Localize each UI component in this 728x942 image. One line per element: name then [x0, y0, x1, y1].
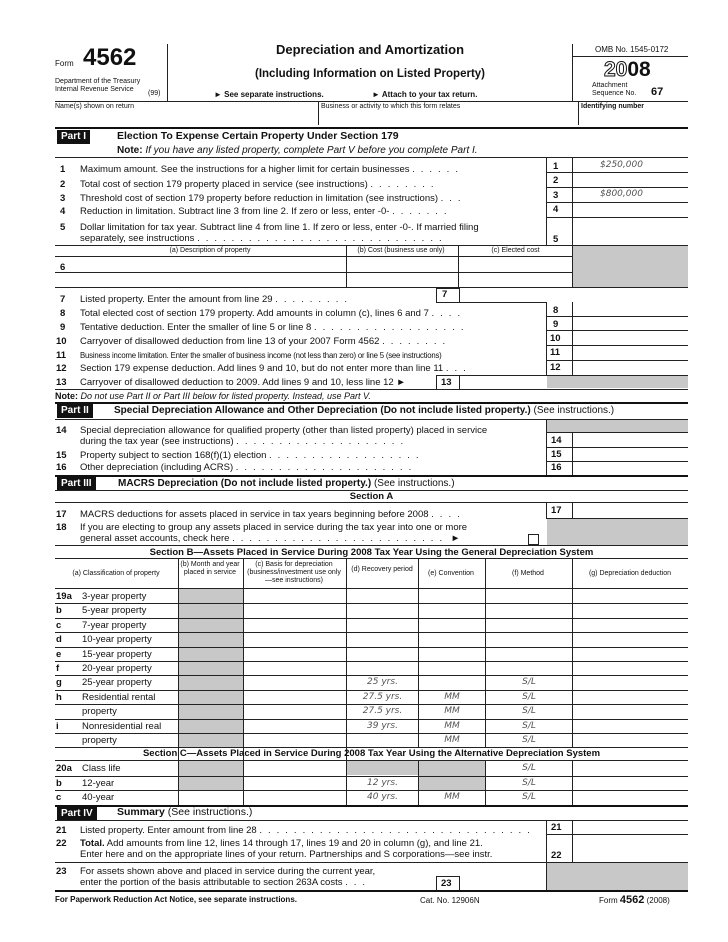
part1-note: Note: If you have any listed property, complete Part V before you complete Part I. [117, 145, 478, 156]
row-convention: MM [444, 735, 460, 745]
row-classification: Class life [82, 763, 121, 774]
line21-text: Listed property. Enter amount from line 28 ................................ [80, 825, 536, 836]
line-number: 4 [60, 206, 66, 217]
code-99: (99) [148, 90, 161, 97]
line2-box: 2 [553, 175, 559, 186]
row-basis-field[interactable] [245, 590, 344, 602]
row-number: i [56, 720, 59, 732]
line14-field[interactable] [574, 434, 686, 446]
line5-text-a: Dollar limitation for tax year. Subtract line 4 from line 1. If zero or less, enter -0-. If married filing [80, 222, 479, 233]
row-basis-field[interactable] [245, 762, 344, 775]
arrow-right-icon: ► [450, 533, 461, 544]
part3-label: Part III [57, 477, 96, 491]
row-number: e [56, 648, 62, 660]
line18-text-b: general asset accounts, check here ......................... ► [80, 533, 461, 544]
row-basis-field[interactable] [245, 676, 344, 688]
line-number: 15 [56, 450, 67, 461]
form-title: Depreciation and Amortization [275, 42, 465, 57]
row-recovery-period: 40 yrs. [367, 792, 398, 803]
line-number: 9 [60, 322, 66, 333]
col-a-header: (a) Description of property [169, 247, 251, 254]
line3-value[interactable]: $800,000 [600, 189, 643, 199]
line9-box: 9 [553, 319, 559, 330]
row-number: c [56, 619, 62, 631]
line3-box: 3 [553, 190, 559, 201]
identifying-number-label: Identifying number [581, 103, 644, 110]
line-number: 2 [60, 179, 66, 190]
row-classification: Nonresidential real [82, 720, 162, 732]
line22-text-a: Total. Add amounts from line 12, lines 14 through 17, lines 19 and 20 in column (g), and line 21. [80, 838, 483, 849]
row-classification: 40-year [82, 792, 115, 804]
line-number: 10 [56, 336, 67, 347]
line7-text: Listed property. Enter the amount from line 29 ......... [80, 294, 353, 305]
line15-field[interactable] [574, 448, 686, 460]
row-basis-field[interactable] [245, 791, 344, 804]
line5-text-b: separately, see instructions ............................. [80, 233, 448, 244]
row-basis-field[interactable] [245, 619, 344, 631]
line15-text: Property subject to section 168(f)(1) election .................. [80, 450, 425, 461]
col-convention-header: (e) Convention [428, 570, 474, 577]
line10-box: 10 [550, 333, 561, 344]
line23-text-a: For assets shown above and placed in service during the current year, [80, 866, 376, 877]
line22-text-b: Enter here and on the appropriate lines of your return. Partnerships and S corporations—see instr. [80, 849, 493, 860]
line-number: 18 [56, 522, 67, 533]
row-deduction-field[interactable] [574, 676, 686, 688]
arrow-right-icon: ► [214, 90, 225, 99]
line14-text-b: during the tax year (see instructions) .................... [80, 436, 410, 447]
row-number: h [56, 691, 62, 703]
row-deduction-field[interactable] [574, 633, 686, 645]
line-number: 3 [60, 193, 66, 204]
sequence-label: Sequence No. [592, 90, 637, 97]
row-basis-field[interactable] [245, 604, 344, 616]
line9-text: Tentative deduction. Enter the smaller of line 5 or line 8 .................. [80, 322, 470, 333]
row-method: S/L [522, 691, 536, 702]
row-classification: Residential rental [82, 691, 156, 703]
row-number: b [56, 605, 62, 617]
row-recovery-period: 39 yrs. [367, 720, 398, 731]
row-basis-field[interactable] [245, 648, 344, 660]
row-classification: 20-year property [82, 663, 152, 674]
row-deduction-field[interactable] [574, 590, 686, 602]
line15-box: 15 [551, 449, 562, 460]
row-deduction-field[interactable] [574, 734, 686, 746]
row-convention: MM [444, 792, 460, 803]
section-a-heading: Section A [349, 491, 394, 502]
line23-field[interactable] [460, 877, 544, 889]
business-label: Business or activity to which this form relates [321, 103, 461, 110]
row-recovery-period: 27.5 yrs. [362, 706, 403, 717]
row-method: S/L [522, 777, 536, 788]
part1-note2: Note: Do not use Part II or Part III below for listed property. Instead, use Part V. [55, 391, 371, 401]
attachment-label: Attachment [592, 82, 628, 89]
line13-text: Carryover of disallowed deduction to 2009. Add lines 9 and 10, less line 12 ► [80, 377, 406, 388]
part1-label: Part I [57, 130, 90, 144]
col-method-header: (f) Method [512, 570, 544, 577]
row-basis-field[interactable] [245, 777, 344, 790]
line5-box: 5 [553, 234, 559, 245]
row-recovery-period: 12 yrs. [367, 777, 398, 788]
line-number: 5 [60, 222, 66, 233]
line1-box: 1 [553, 161, 559, 172]
line-number: 7 [60, 294, 66, 305]
line12-field[interactable] [574, 362, 686, 374]
line8-field[interactable] [574, 304, 686, 316]
col-c-header: (c) Elected cost [491, 247, 540, 254]
row-basis-field[interactable] [245, 734, 344, 746]
paperwork-notice: For Paperwork Reduction Act Notice, see separate instructions. [55, 895, 297, 904]
row-classification: 25-year property [82, 677, 152, 689]
row-basis-field[interactable] [245, 705, 344, 717]
line5-field[interactable] [574, 231, 686, 243]
row-convention: MM [444, 720, 460, 731]
line22-field[interactable] [574, 847, 686, 860]
row-method: S/L [522, 720, 536, 731]
line9-field[interactable] [574, 318, 686, 330]
row-number: d [56, 634, 62, 646]
line6-description-field[interactable] [80, 258, 344, 270]
part1-title: Election To Expense Certain Property Under Section 179 [117, 130, 399, 142]
row-convention: MM [444, 706, 460, 717]
row-number: g [56, 677, 62, 689]
name-label: Name(s) shown on return [55, 103, 134, 110]
row-number: 20a [56, 763, 72, 774]
line13-box: 13 [441, 377, 452, 388]
general-asset-checkbox[interactable] [528, 534, 539, 545]
line23-box: 23 [441, 878, 452, 889]
line11-box: 11 [550, 347, 561, 358]
row-classification: 3-year property [82, 591, 147, 602]
line11-text: Business income limitation. Enter the smaller of business income (not less than zero) or line 5 (see instructions) [80, 351, 442, 360]
row-classification: 12-year [82, 777, 115, 789]
see-instructions: ► See separate instructions. [214, 90, 324, 99]
col-deduction-header: (g) Depreciation deduction [588, 570, 672, 577]
line-number: 8 [60, 308, 66, 319]
row-method: S/L [522, 763, 536, 773]
line-number: 21 [56, 825, 67, 836]
row-method: S/L [522, 792, 536, 803]
business-field[interactable] [321, 112, 576, 124]
row-deduction-field[interactable] [574, 777, 686, 790]
col-b-header: (b) Cost (business use only) [357, 247, 445, 254]
row-deduction-field[interactable] [574, 705, 686, 717]
line-number: 14 [56, 425, 67, 436]
line1-text: Maximum amount. See the instructions for a higher limit for certain businesses ...... [80, 164, 464, 175]
col-classification-header: (a) Classification of property [72, 570, 160, 577]
row-number: b [56, 777, 62, 789]
line6-elected-field[interactable] [460, 258, 570, 270]
row-method: S/L [522, 735, 536, 745]
line2-field[interactable] [574, 174, 686, 186]
col-month-year-header: (b) Month and year placed in service [180, 561, 240, 576]
arrow-right-icon: ► [372, 90, 382, 99]
row-method: S/L [522, 706, 536, 717]
line-number: 22 [56, 838, 67, 849]
line7-box: 7 [442, 289, 448, 300]
line13-field[interactable] [460, 376, 544, 388]
row-basis-field[interactable] [245, 720, 344, 732]
line17-box: 17 [551, 505, 562, 516]
row-deduction-field[interactable] [574, 791, 686, 804]
line4-text: Reduction in limitation. Subtract line 3 from line 2. If zero or less, enter -0- ....... [80, 206, 453, 217]
line10-field[interactable] [574, 332, 686, 344]
line7-field[interactable] [460, 289, 544, 301]
line12-text: Section 179 expense deduction. Add lines 9 and 10, but do not enter more than line 11 ... [80, 363, 472, 374]
line11-field[interactable] [574, 347, 686, 359]
footer-form: Form 4562 (2008) [599, 894, 670, 906]
line14-text-a: Special depreciation allowance for qualified property (other than listed property) placed in service [80, 425, 488, 436]
line4-field[interactable] [574, 204, 686, 216]
row-classification: 5-year property [82, 605, 147, 617]
line8-text: Total elected cost of section 179 property. Add amounts in column (c), lines 6 and 7 .... [80, 308, 467, 319]
row-deduction-field[interactable] [574, 691, 686, 703]
row-method: S/L [522, 677, 536, 688]
line17-field[interactable] [574, 504, 686, 516]
arrow-right-icon: ► [396, 377, 406, 388]
line-number: 17 [56, 509, 67, 520]
line3-text: Threshold cost of section 179 property before reduction in limitation (see instructions) ... [80, 193, 467, 204]
row-deduction-field[interactable] [574, 720, 686, 732]
line8-box: 8 [553, 305, 559, 316]
row-deduction-field[interactable] [574, 619, 686, 631]
line21-box: 21 [551, 822, 562, 833]
line-number: 6 [60, 262, 66, 273]
line-number: 1 [60, 164, 66, 175]
line-number: 12 [56, 363, 67, 374]
line12-box: 12 [550, 362, 561, 373]
row-basis-field[interactable] [245, 633, 344, 645]
row-classification: 10-year property [82, 634, 152, 646]
row-deduction-field[interactable] [574, 648, 686, 660]
line16-text: Other depreciation (including ACRS) ..................... [80, 462, 418, 473]
row-convention: MM [444, 691, 460, 702]
form-number: 4562 [83, 44, 137, 71]
part4-title: Summary (See instructions.) [117, 806, 253, 818]
row-classification: 7-year property [82, 619, 147, 631]
form-word: Form [55, 59, 74, 68]
catalog-number: Cat. No. 12906N [420, 896, 480, 905]
section-b-heading: Section B—Assets Placed in Service During 2008 Tax Year Using the General Depreciation System [149, 547, 594, 558]
row-basis-field[interactable] [245, 691, 344, 703]
part4-label: Part IV [57, 807, 97, 821]
section-c-heading: Section C—Assets Placed in Service During 2008 Tax Year Using the Alternative Depreciation System [142, 748, 601, 759]
row-deduction-field[interactable] [574, 762, 686, 775]
line21-field[interactable] [574, 821, 686, 833]
line16-box: 16 [551, 462, 562, 473]
part2-label: Part II [57, 404, 93, 418]
irs-label: Internal Revenue Service [55, 86, 134, 93]
dept-label: Department of the Treasury [55, 78, 141, 85]
line23-text-b: enter the portion of the basis attributable to section 263A costs ... [80, 877, 372, 888]
line-number: 16 [56, 462, 67, 473]
line2-text: Total cost of section 179 property placed in service (see instructions) ........ [80, 179, 440, 190]
row-number: 19a [56, 591, 72, 602]
row-number: c [56, 792, 62, 804]
line17-text: MACRS deductions for assets placed in service in tax years beginning before 2008 .... [80, 509, 466, 520]
tax-year: 2008 [604, 58, 651, 81]
omb-number: OMB No. 1545-0172 [595, 45, 669, 54]
line-number: 23 [56, 866, 67, 877]
row-deduction-field[interactable] [574, 604, 686, 616]
line18-text-a: If you are electing to group any assets placed in service during the tax year into one or more [80, 522, 468, 533]
line16-field[interactable] [574, 462, 686, 474]
line4-box: 4 [553, 204, 559, 215]
row-basis-field[interactable] [245, 662, 344, 674]
line-number: 13 [56, 377, 67, 388]
identifying-number-field[interactable] [581, 112, 686, 124]
row-classification: property [82, 735, 117, 746]
form-subtitle: (Including Information on Listed Property) [255, 68, 485, 80]
line-number: 11 [56, 350, 67, 361]
part2-title: Special Depreciation Allowance and Other Depreciation (Do not include listed property.) (See instructions.) [114, 405, 615, 416]
line1-value[interactable]: $250,000 [600, 160, 643, 170]
line22-box: 22 [551, 850, 562, 861]
col-recovery-header: (d) Recovery period [351, 566, 413, 573]
row-classification: 15-year property [82, 648, 152, 660]
row-number: f [56, 663, 60, 674]
name-field[interactable] [60, 110, 315, 123]
part3-title: MACRS Depreciation (Do not include listed property.) (See instructions.) [118, 478, 455, 489]
col-basis-header: (c) Basis for depreciation (business/investment use only—see instructions) [247, 561, 341, 584]
row-recovery-period: 25 yrs. [367, 677, 398, 688]
row-classification: property [82, 706, 117, 718]
line10-text: Carryover of disallowed deduction from line 13 of your 2007 Form 4562 ........ [80, 336, 452, 347]
line14-box: 14 [551, 435, 562, 446]
row-deduction-field[interactable] [574, 662, 686, 674]
sequence-number: 67 [651, 86, 664, 98]
row-recovery-period: 27.5 yrs. [362, 691, 403, 702]
line6-cost-field[interactable] [348, 258, 456, 270]
attach-instructions: ► Attach to your tax return. [372, 90, 478, 99]
